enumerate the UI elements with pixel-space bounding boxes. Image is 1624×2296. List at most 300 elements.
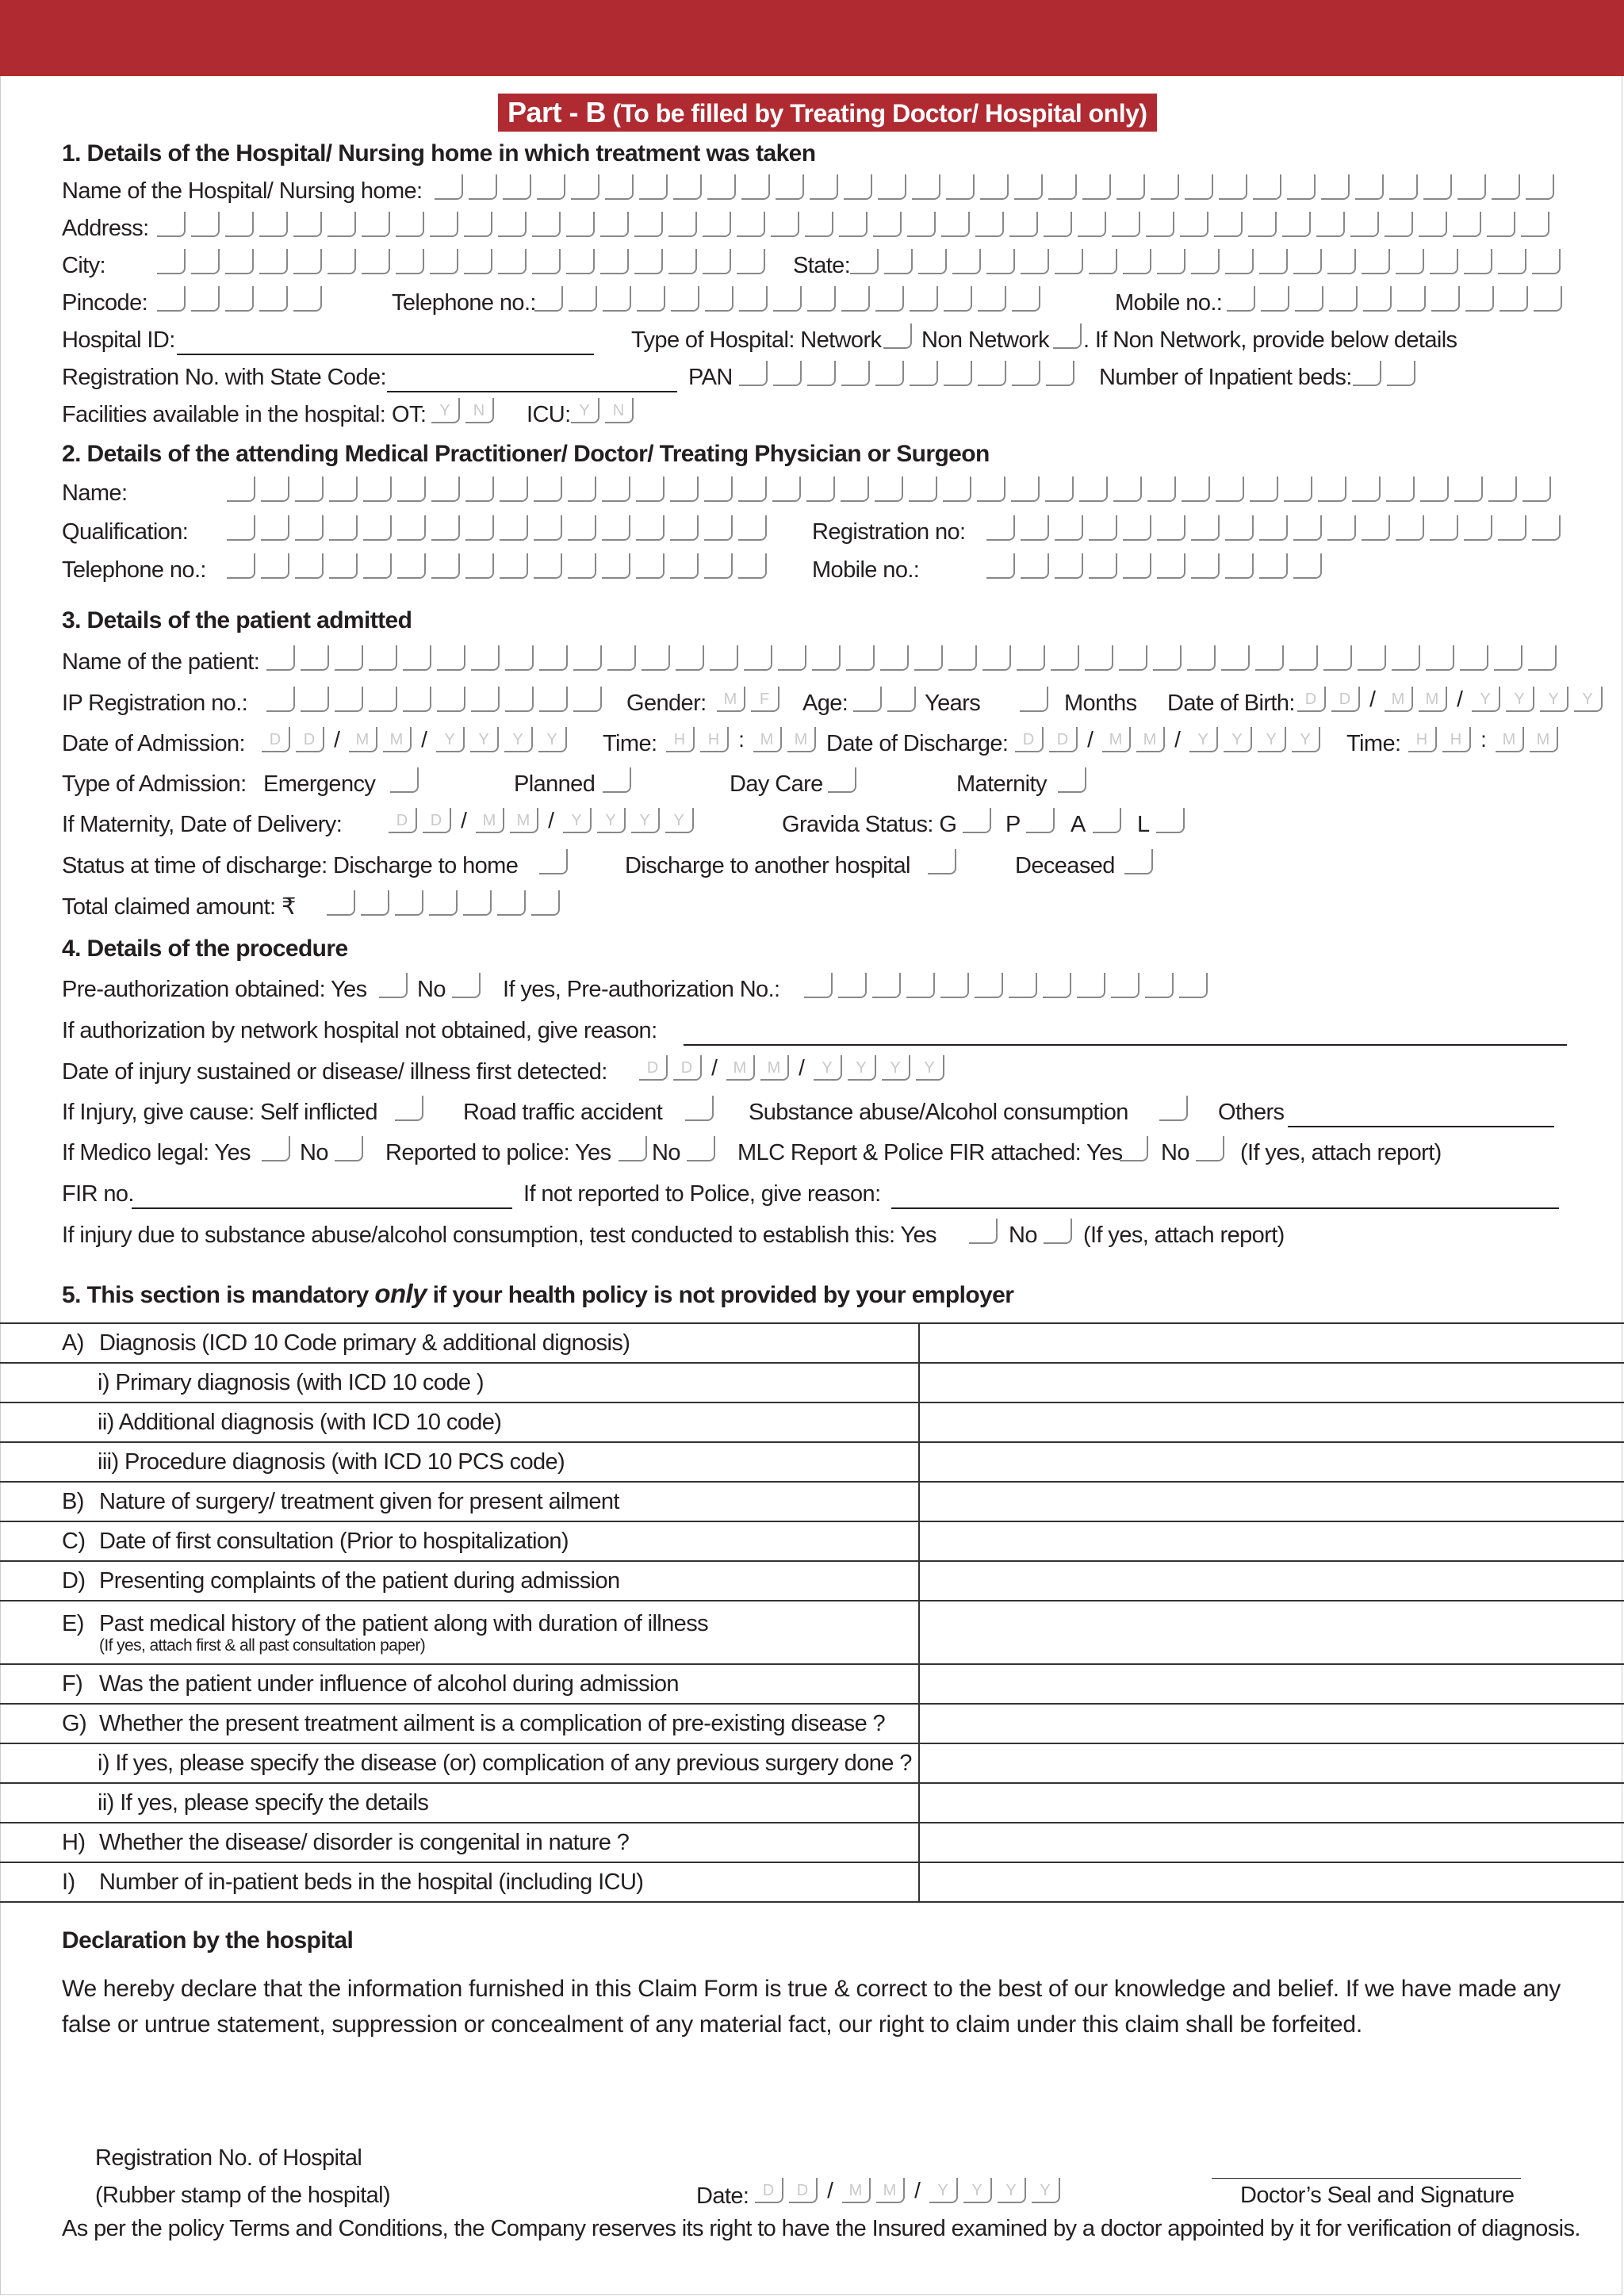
char-box[interactable] <box>335 645 363 671</box>
char-box[interactable] <box>671 286 699 312</box>
char-box[interactable] <box>778 645 806 671</box>
char-box[interactable] <box>1009 973 1037 998</box>
char-box[interactable] <box>537 174 565 200</box>
preauth-no-checkbox[interactable] <box>452 973 486 1000</box>
char-box[interactable] <box>329 515 358 541</box>
char-box[interactable] <box>1363 286 1392 312</box>
char-box[interactable] <box>1191 249 1220 274</box>
char-box[interactable] <box>539 849 568 874</box>
char-box[interactable] <box>1282 212 1311 237</box>
pincode-field[interactable] <box>157 286 327 313</box>
char-box[interactable]: Y <box>929 2178 958 2203</box>
char-box[interactable] <box>812 645 841 671</box>
char-box[interactable] <box>431 553 460 579</box>
char-box[interactable] <box>390 767 419 793</box>
char-box[interactable]: Y <box>1472 687 1500 712</box>
char-box[interactable] <box>396 212 424 237</box>
char-box[interactable] <box>1293 249 1322 274</box>
dob-field[interactable] <box>1297 687 1608 714</box>
char-box[interactable] <box>914 645 943 671</box>
char-box[interactable] <box>471 645 500 671</box>
char-box[interactable] <box>534 515 562 541</box>
char-box[interactable] <box>293 212 322 237</box>
char-box[interactable]: Y <box>814 1055 842 1081</box>
char-box[interactable] <box>295 515 324 541</box>
char-box[interactable] <box>534 286 563 312</box>
preauth-yes-checkbox[interactable] <box>379 973 413 1000</box>
char-box[interactable] <box>978 361 1006 386</box>
char-box[interactable] <box>1147 476 1176 502</box>
char-box[interactable] <box>435 174 463 200</box>
char-box[interactable] <box>1046 361 1074 386</box>
char-box[interactable] <box>534 476 562 502</box>
char-box[interactable] <box>1255 645 1284 671</box>
char-box[interactable] <box>1221 645 1250 671</box>
char-box[interactable] <box>1044 1219 1072 1244</box>
char-box[interactable] <box>225 212 254 237</box>
char-box[interactable] <box>704 515 733 541</box>
char-box[interactable] <box>846 645 875 671</box>
char-box[interactable] <box>1191 515 1220 541</box>
char-box[interactable] <box>943 476 971 502</box>
char-box[interactable] <box>1020 687 1048 712</box>
planned-checkbox[interactable] <box>603 767 637 794</box>
char-box[interactable]: D <box>673 1055 702 1081</box>
char-box[interactable] <box>1419 212 1447 237</box>
char-box[interactable] <box>884 249 913 274</box>
char-box[interactable]: Y <box>1540 687 1568 712</box>
char-box[interactable] <box>157 249 186 274</box>
char-box[interactable] <box>839 212 868 237</box>
preauth-number-field[interactable] <box>804 973 1213 1000</box>
char-box[interactable] <box>805 212 833 237</box>
char-box[interactable] <box>637 286 665 312</box>
char-box[interactable]: Y <box>916 1055 944 1081</box>
emergency-checkbox[interactable] <box>390 767 424 794</box>
char-box[interactable] <box>918 249 947 274</box>
char-box[interactable]: Y <box>631 808 660 833</box>
char-box[interactable] <box>295 476 324 502</box>
doctor-registration-field[interactable] <box>986 515 1566 542</box>
admission-time-field[interactable] <box>666 727 822 754</box>
char-box[interactable] <box>986 553 1015 579</box>
police-yes-checkbox[interactable] <box>619 1136 653 1163</box>
char-box[interactable] <box>1457 174 1486 200</box>
char-box[interactable] <box>431 476 460 502</box>
char-box[interactable] <box>670 553 699 579</box>
char-box[interactable] <box>539 645 568 671</box>
char-box[interactable] <box>465 476 494 502</box>
char-box[interactable]: Y <box>1224 727 1252 752</box>
char-box[interactable]: Y <box>1292 727 1320 752</box>
char-box[interactable] <box>498 249 527 274</box>
char-box[interactable] <box>452 973 481 998</box>
char-box[interactable] <box>1157 249 1185 274</box>
gender-male-box[interactable]: M <box>717 687 745 712</box>
char-box[interactable] <box>1464 249 1492 274</box>
char-box[interactable] <box>1500 286 1528 312</box>
char-box[interactable] <box>1182 476 1210 502</box>
char-box[interactable] <box>1180 212 1208 237</box>
char-box[interactable] <box>568 515 596 541</box>
char-box[interactable] <box>1396 515 1424 541</box>
char-box[interactable] <box>975 212 1004 237</box>
char-box[interactable] <box>1011 476 1040 502</box>
char-box[interactable] <box>397 476 426 502</box>
char-box[interactable] <box>500 476 528 502</box>
char-box[interactable] <box>906 973 935 998</box>
char-box[interactable] <box>157 286 186 312</box>
char-box[interactable]: D <box>639 1055 668 1081</box>
doctor-name-field[interactable] <box>227 476 1557 503</box>
road-accident-checkbox[interactable] <box>685 1096 719 1123</box>
icu-no-box[interactable]: N <box>605 398 634 423</box>
char-box[interactable] <box>430 249 458 274</box>
char-box[interactable] <box>1430 249 1458 274</box>
char-box[interactable] <box>1157 553 1185 579</box>
char-box[interactable] <box>1532 249 1561 274</box>
char-box[interactable] <box>191 286 220 312</box>
char-box[interactable] <box>873 212 902 237</box>
char-box[interactable]: Y <box>998 2178 1026 2203</box>
char-box[interactable] <box>687 1136 715 1161</box>
char-box[interactable] <box>1219 174 1247 200</box>
char-box[interactable] <box>505 645 534 671</box>
char-box[interactable] <box>429 890 458 916</box>
char-box[interactable] <box>969 1219 998 1244</box>
char-box[interactable] <box>1089 249 1117 274</box>
char-box[interactable] <box>910 361 938 386</box>
char-box[interactable] <box>1522 476 1551 502</box>
char-box[interactable] <box>880 645 909 671</box>
char-box[interactable] <box>1123 515 1151 541</box>
char-box[interactable] <box>1397 286 1426 312</box>
char-box[interactable] <box>1116 174 1145 200</box>
char-box[interactable]: Y <box>1032 2178 1060 2203</box>
char-box[interactable] <box>1261 286 1289 312</box>
gravida-g-box[interactable] <box>963 808 997 835</box>
mobile-field[interactable] <box>1227 286 1568 313</box>
char-box[interactable] <box>1487 212 1515 237</box>
char-box[interactable] <box>841 286 870 312</box>
char-box[interactable] <box>379 973 408 998</box>
char-box[interactable] <box>191 249 220 274</box>
qualification-field[interactable] <box>227 515 772 542</box>
char-box[interactable]: M <box>726 1055 755 1081</box>
char-box[interactable]: D <box>423 808 451 833</box>
char-box[interactable] <box>600 249 629 274</box>
char-box[interactable]: Y <box>1189 727 1218 752</box>
char-box[interactable] <box>1460 645 1488 671</box>
self-inflicted-checkbox[interactable] <box>395 1096 429 1123</box>
char-box[interactable] <box>1196 1136 1224 1161</box>
char-box[interactable]: D <box>262 727 290 752</box>
char-box[interactable] <box>772 476 801 502</box>
char-box[interactable] <box>1253 174 1281 200</box>
char-box[interactable] <box>1327 249 1356 274</box>
char-box[interactable] <box>634 249 663 274</box>
char-box[interactable] <box>1259 553 1288 579</box>
char-box[interactable] <box>975 973 1003 998</box>
not-reported-field[interactable] <box>891 1207 1559 1209</box>
char-box[interactable] <box>607 645 636 671</box>
char-box[interactable] <box>804 973 833 998</box>
char-box[interactable] <box>568 476 596 502</box>
char-box[interactable] <box>603 286 631 312</box>
char-box[interactable] <box>1423 174 1452 200</box>
char-box[interactable]: M <box>349 727 377 752</box>
char-box[interactable] <box>335 687 363 712</box>
char-box[interactable] <box>744 645 772 671</box>
ip-registration-field[interactable] <box>266 687 607 714</box>
char-box[interactable] <box>776 174 804 200</box>
row-answer-cell[interactable] <box>919 1823 1624 1862</box>
row-answer-cell[interactable] <box>919 1482 1624 1521</box>
char-box[interactable] <box>875 476 903 502</box>
char-box[interactable] <box>225 249 254 274</box>
char-box[interactable] <box>878 174 906 200</box>
char-box[interactable]: M <box>476 808 504 833</box>
substance-checkbox[interactable] <box>1159 1096 1193 1123</box>
char-box[interactable]: M <box>787 727 816 752</box>
gender-female-box[interactable]: F <box>751 687 779 712</box>
char-box[interactable] <box>1488 476 1517 502</box>
char-box[interactable] <box>1123 249 1151 274</box>
char-box[interactable] <box>875 286 904 312</box>
char-box[interactable] <box>227 515 255 541</box>
char-box[interactable] <box>1078 212 1106 237</box>
char-box[interactable] <box>872 973 901 998</box>
dod-field[interactable] <box>1015 727 1326 754</box>
char-box[interactable] <box>293 249 322 274</box>
char-box[interactable] <box>363 476 392 502</box>
char-box[interactable]: M <box>510 808 538 833</box>
char-box[interactable] <box>1227 286 1255 312</box>
char-box[interactable] <box>907 212 936 237</box>
char-box[interactable] <box>503 174 531 200</box>
char-box[interactable] <box>737 212 765 237</box>
char-box[interactable] <box>532 249 561 274</box>
char-box[interactable]: Y <box>1506 687 1534 712</box>
char-box[interactable] <box>571 174 599 200</box>
registration-state-field[interactable] <box>387 391 677 392</box>
pan-field[interactable] <box>739 361 1080 388</box>
char-box[interactable] <box>301 687 329 712</box>
char-box[interactable] <box>430 212 458 237</box>
discharge-other-checkbox[interactable] <box>928 849 962 876</box>
char-box[interactable] <box>431 515 460 541</box>
char-box[interactable] <box>1119 645 1147 671</box>
mlc-yes-checkbox[interactable] <box>1120 1136 1154 1163</box>
char-box[interactable] <box>1021 515 1049 541</box>
char-box[interactable] <box>369 687 397 712</box>
char-box[interactable] <box>850 249 879 274</box>
others-field[interactable] <box>1288 1126 1554 1127</box>
char-box[interactable] <box>573 645 602 671</box>
char-box[interactable]: D <box>1297 687 1326 712</box>
char-box[interactable] <box>464 249 492 274</box>
char-box[interactable] <box>963 808 991 833</box>
char-box[interactable]: Y <box>1574 687 1603 712</box>
char-box[interactable] <box>986 515 1015 541</box>
char-box[interactable] <box>1526 174 1554 200</box>
char-box[interactable]: H <box>700 727 729 752</box>
char-box[interactable]: Y <box>563 808 592 833</box>
char-box[interactable] <box>1079 476 1108 502</box>
char-box[interactable] <box>464 212 492 237</box>
char-box[interactable] <box>329 553 358 579</box>
row-answer-cell[interactable] <box>919 1783 1624 1823</box>
char-box[interactable] <box>738 553 767 579</box>
char-box[interactable] <box>639 174 668 200</box>
char-box[interactable]: Y <box>538 727 567 752</box>
char-box[interactable] <box>1284 476 1312 502</box>
char-box[interactable] <box>738 476 767 502</box>
char-box[interactable] <box>327 890 355 916</box>
char-box[interactable] <box>676 645 704 671</box>
char-box[interactable] <box>685 1096 714 1121</box>
char-box[interactable] <box>363 515 392 541</box>
char-box[interactable] <box>1387 361 1415 386</box>
age-years-field[interactable] <box>853 687 921 714</box>
char-box[interactable] <box>573 687 602 712</box>
char-box[interactable] <box>1350 212 1379 237</box>
char-box[interactable] <box>1225 515 1254 541</box>
maternity-checkbox[interactable] <box>1058 767 1092 794</box>
signature-line[interactable] <box>1212 2178 1521 2179</box>
char-box[interactable]: M <box>876 2178 905 2203</box>
char-box[interactable] <box>463 890 492 916</box>
char-box[interactable] <box>403 687 431 712</box>
char-box[interactable] <box>1430 515 1458 541</box>
char-box[interactable] <box>1225 249 1254 274</box>
hospital-id-field[interactable] <box>177 354 594 355</box>
char-box[interactable]: H <box>1442 727 1471 752</box>
fir-field[interactable] <box>132 1207 512 1209</box>
char-box[interactable]: M <box>1385 687 1413 712</box>
char-box[interactable] <box>500 553 528 579</box>
char-box[interactable] <box>1009 212 1038 237</box>
char-box[interactable] <box>977 476 1005 502</box>
char-box[interactable]: H <box>1408 727 1437 752</box>
non-network-checkbox[interactable] <box>1053 323 1087 350</box>
char-box[interactable] <box>668 249 697 274</box>
char-box[interactable] <box>1191 553 1220 579</box>
char-box[interactable] <box>1259 515 1288 541</box>
char-box[interactable]: D <box>389 808 417 833</box>
char-box[interactable]: Y <box>665 808 694 833</box>
char-box[interactable] <box>948 645 977 671</box>
char-box[interactable] <box>395 1096 423 1121</box>
auth-reason-field[interactable] <box>684 1044 1567 1046</box>
test-no-checkbox[interactable] <box>1044 1219 1078 1246</box>
char-box[interactable] <box>465 553 494 579</box>
age-months-field[interactable] <box>1020 687 1054 714</box>
gravida-a-box[interactable] <box>1093 808 1127 835</box>
char-box[interactable] <box>707 174 736 200</box>
char-box[interactable] <box>498 212 527 237</box>
char-box[interactable] <box>505 687 534 712</box>
char-box[interactable] <box>568 553 596 579</box>
char-box[interactable] <box>1248 212 1277 237</box>
telephone-field[interactable] <box>534 286 1046 313</box>
ot-no-box[interactable]: N <box>465 398 494 423</box>
char-box[interactable] <box>771 212 799 237</box>
char-box[interactable] <box>1431 286 1460 312</box>
char-box[interactable] <box>1498 515 1526 541</box>
char-box[interactable] <box>266 645 295 671</box>
char-box[interactable]: D <box>1331 687 1360 712</box>
char-box[interactable] <box>1151 174 1179 200</box>
medico-yes-checkbox[interactable] <box>262 1136 296 1163</box>
char-box[interactable] <box>1453 212 1481 237</box>
char-box[interactable] <box>807 286 836 312</box>
char-box[interactable] <box>397 553 426 579</box>
char-box[interactable] <box>912 174 940 200</box>
char-box[interactable]: Y <box>436 727 465 752</box>
char-box[interactable] <box>705 286 733 312</box>
char-box[interactable] <box>261 476 289 502</box>
char-box[interactable] <box>1055 553 1083 579</box>
total-claimed-field[interactable] <box>327 890 565 917</box>
char-box[interactable] <box>1289 645 1318 671</box>
gravida-p-box[interactable] <box>1026 808 1060 835</box>
inpatient-beds-field[interactable] <box>1353 361 1421 388</box>
char-box[interactable] <box>227 553 255 579</box>
row-answer-cell[interactable] <box>919 1862 1624 1902</box>
char-box[interactable] <box>1045 476 1074 502</box>
char-box[interactable]: M <box>842 2178 871 2203</box>
char-box[interactable] <box>329 476 358 502</box>
char-box[interactable] <box>293 286 322 312</box>
char-box[interactable] <box>1021 249 1049 274</box>
char-box[interactable] <box>1534 286 1562 312</box>
char-box[interactable] <box>1048 174 1077 200</box>
char-box[interactable] <box>944 361 972 386</box>
char-box[interactable] <box>887 687 916 712</box>
row-answer-cell[interactable] <box>919 1601 1624 1664</box>
char-box[interactable] <box>437 645 465 671</box>
char-box[interactable] <box>261 553 289 579</box>
char-box[interactable]: Y <box>848 1055 876 1081</box>
char-box[interactable] <box>1295 286 1323 312</box>
mlc-no-checkbox[interactable] <box>1196 1136 1230 1163</box>
char-box[interactable] <box>497 890 526 916</box>
char-box[interactable]: M <box>1419 687 1447 712</box>
char-box[interactable] <box>636 553 665 579</box>
discharge-time-field[interactable] <box>1408 727 1564 754</box>
char-box[interactable] <box>1420 476 1449 502</box>
police-no-checkbox[interactable] <box>687 1136 721 1163</box>
char-box[interactable] <box>1014 174 1043 200</box>
char-box[interactable] <box>397 515 426 541</box>
char-box[interactable] <box>437 687 465 712</box>
doctor-mobile-field[interactable] <box>986 553 1327 580</box>
char-box[interactable] <box>1112 212 1140 237</box>
char-box[interactable] <box>1323 645 1352 671</box>
row-answer-cell[interactable] <box>919 1323 1624 1363</box>
char-box[interactable] <box>534 553 562 579</box>
char-box[interactable] <box>532 212 561 237</box>
char-box[interactable] <box>1318 476 1346 502</box>
char-box[interactable] <box>875 361 904 386</box>
char-box[interactable]: M <box>1136 727 1165 752</box>
char-box[interactable] <box>737 249 765 274</box>
char-box[interactable] <box>1362 515 1390 541</box>
medico-no-checkbox[interactable] <box>335 1136 369 1163</box>
char-box[interactable]: Y <box>882 1055 910 1081</box>
char-box[interactable] <box>1185 174 1213 200</box>
